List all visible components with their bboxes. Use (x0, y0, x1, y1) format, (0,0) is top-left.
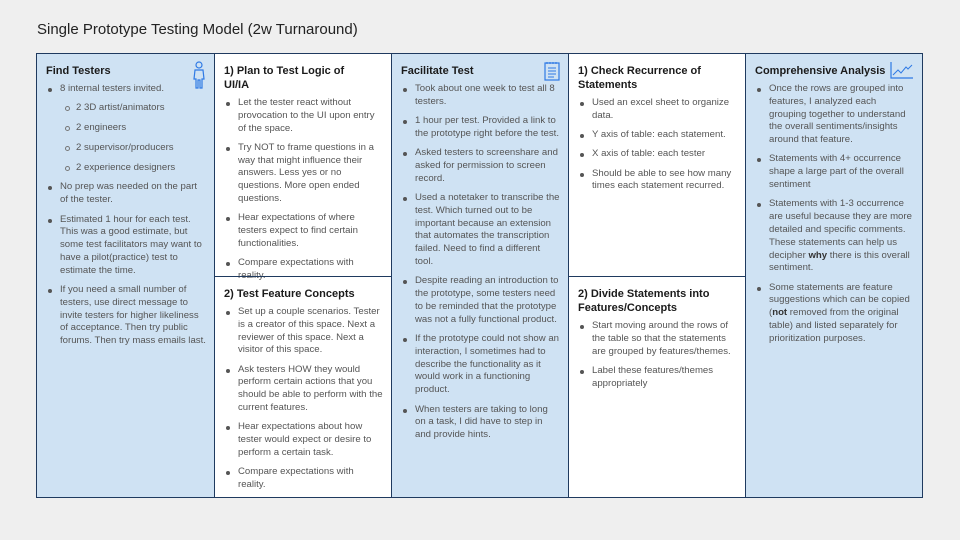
text-segment: Statements with 1-3 occurrence are useful because they are more detailed and specific comments. These statements can help us decipher (769, 198, 912, 261)
list-item: If you need a small number of testers, use direct message to invite testers for higher likeliness of acceptance. Then try public forums. Then try mass emails last. (46, 284, 206, 348)
list-item: Label these features/themes appropriately (578, 365, 737, 391)
list-item: Used a notetaker to transcribe the test. Which turned out to be important because an extension that automates the transcription failed. Need to find a different tool. (401, 192, 560, 269)
list-subitem: 2 experience designers (46, 162, 206, 175)
column-statements (569, 54, 746, 497)
list-item: Despite reading an introduction to the prototype, some testers need to be reminded that the prototype was not a fully functional product. (401, 275, 560, 326)
list-item: Hear expectations about how tester would expect or desire to perform a certain task. (224, 421, 383, 459)
list-item: Set up a couple scenarios. Tester is a creator of this space. Next a reviewer of this space. Next a visitor of this space. (224, 306, 383, 357)
list-item: When testers are taking to long on a task, I did have to step in and provide hints. (401, 404, 560, 442)
list-item: Should be able to see how many times each statement recurred. (578, 168, 737, 194)
list-item: Y axis of table: each statement. (578, 129, 737, 142)
list-item: Asked testers to screenshare and asked for permission to screen record. (401, 147, 560, 185)
list-item: Try NOT to frame questions in a way that might influence their answers. Less yes or no questions. More open ended questions. (224, 142, 383, 206)
emphasis-text: why (808, 249, 828, 261)
list-item: No prep was needed on the part of the tester. (46, 181, 206, 207)
process-board (36, 53, 923, 498)
list-item: Estimated 1 hour for each test. This was a good estimate, but some test facilitators may want to have a pilot(practice) test to estimate the time. (46, 214, 206, 278)
column-title: Comprehensive Analysis (755, 65, 886, 77)
list-item: Compare expectations with reality. (224, 466, 383, 492)
list-item: 1 hour per test. Provided a link to the prototype right before the test. (401, 115, 560, 141)
column-plan-tests (215, 54, 392, 497)
list-item: Ask testers HOW they would perform certain actions that you should be able to perform with the current features. (224, 364, 383, 415)
section-title: 1) Check Recurrence of Statements (578, 65, 701, 91)
list-item: Hear expectations of where testers expect to find certain functionalities. (224, 212, 383, 250)
line-chart-icon (890, 61, 914, 84)
column-find-testers (37, 54, 215, 497)
text-segment: Some statements are feature suggestions which can be copied ( (769, 281, 910, 319)
section-title: 1) Plan to Test Logic of UI/IA (224, 65, 345, 91)
list-subitem: 2 3D artist/animators (46, 102, 206, 115)
section-title: 2) Divide Statements into Features/Concepts (578, 288, 710, 314)
text-segment: removed from the original table) and listed separately for prioritization purposes. (769, 307, 899, 344)
emphasis-text: not (772, 307, 788, 319)
list-item (755, 198, 914, 275)
list-item: Start moving around the rows of the table so that the statements are grouped by features/themes. (578, 320, 737, 358)
list-subitem: 2 supervisor/producers (46, 142, 206, 155)
list-item: If the prototype could not show an interaction, I sometimes had to describe the functionality as it would work in a functioning product. (401, 333, 560, 397)
page-title: Single Prototype Testing Model (2w Turnaround) (37, 21, 358, 38)
list-item: X axis of table: each tester (578, 148, 737, 161)
column-analysis (746, 54, 922, 497)
column-facilitate-test (392, 54, 569, 497)
list-item: Statements with 4+ occurrence shape a large part of the overall sentiment (755, 153, 914, 191)
list-item: Let the tester react without provocation to the UI upon entry of the space. (224, 97, 383, 135)
list-item: Took about one week to test all 8 testers. (401, 83, 560, 109)
column-title: Find Testers (46, 65, 111, 77)
list-item (755, 282, 914, 346)
section-title: 2) Test Feature Concepts (224, 288, 355, 300)
column-title: Facilitate Test (401, 65, 474, 77)
list-subitem: 2 engineers (46, 122, 206, 135)
text-segment: there is this overall sentiment. (769, 249, 910, 274)
list-item: Once the rows are grouped into features, I analyzed each grouping together to understand the overall sentiments/insights around that feature. (755, 83, 914, 147)
list-item: Used an excel sheet to organize data. (578, 97, 737, 123)
list-item: 8 internal testers invited. (46, 83, 206, 96)
list-item: Compare expectations with reality. (224, 257, 383, 283)
